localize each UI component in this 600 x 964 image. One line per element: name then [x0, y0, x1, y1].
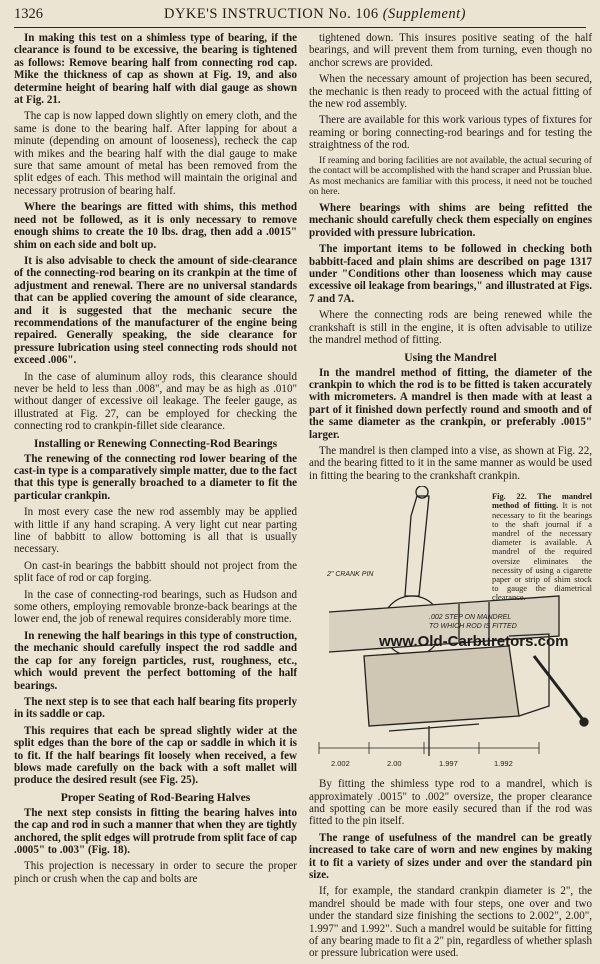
paragraph: The next step consists in fitting the bearing halves into the cap and rod in such a manner that when they are tightly anchored, the split edges will protrude from split face of cap .0005" to .003" (Fig. 18). — [14, 806, 297, 856]
size-label: 2.002 — [331, 759, 350, 769]
paragraph: This requires that each be spread slightly wider at the split edges than the bore of the cap or saddle in which it is to fit. If the half bearings fit loosely when received, a few blows made carefully on the back with a soft mallet will produce the desired result (see Fig. 25). — [14, 724, 297, 787]
paragraph: There are available for this work various types of fixtures for reaming or boring connecting-rod bearings and for testing the straightness of the rod. — [309, 114, 592, 152]
paragraph: By fitting the shimless type rod to a mandrel, which is approximately .0015" to .002" oversize, the proper clearance and spotting can be more easily secured than if the rod was fitted to the pin itself. — [309, 778, 592, 828]
section-heading: Proper Seating of Rod-Bearing Halves — [60, 790, 251, 804]
label-step-1: .002 STEP ON MANDREL — [429, 614, 512, 622]
paragraph: This projection is necessary in order to secure the proper pinch or crush when the cap and bolts are — [14, 860, 297, 885]
paragraph: The important items to be followed in checking both babbitt-faced and plain shims are described on page 1317 under "Conditions other than looseness which may cause excessive oil leakage from bearings," and illustrated at Figs. 7 and 7A. — [309, 243, 592, 305]
paragraph: The next step is to see that each half bearing fits properly in its saddle or cap. — [14, 695, 297, 721]
size-label: 1.997 — [439, 759, 458, 769]
paragraph: In making this test on a shimless type of bearing, if the clearance is found to be excessive, the bearing is tightened as follows: Remove bearing half from connecting rod cap. Mike the thickness of cap as shown at Fig. 19, and also determine height of bearing half with dial gauge as shown at Fig. 21. — [14, 32, 297, 107]
page-header — [14, 5, 586, 28]
watermark: www.Old-Carburetors.com — [379, 633, 569, 651]
caption-title: Fig. 22. The mandrel method of fitting. — [492, 492, 592, 511]
paragraph: The mandrel is then clamped into a vise, as shown at Fig. 22, and the bearing fitted to it in the same manner as would be used in fitting the bearing to the crankshaft crankpin. — [309, 444, 592, 482]
figure-caption — [492, 492, 592, 602]
paragraph: In renewing the half bearings in this type of construction, the mechanic should carefully inspect the rod saddle and the cap for any foreign particles, rust, roughness, etc., which would prevent the perfect bottoming of the half bearings. — [14, 629, 297, 692]
page-number: 1326 — [14, 6, 43, 22]
right-column — [309, 32, 592, 964]
paragraph: It is also advisable to check the amount of side-clearance of the connecting-rod bearing on its crankpin at the time of adjustment and renewal. There are no universal standards that can be applied covering the amount of side clearance, and it is suggested that the mechanic secure the recommendations of the manufacturer of the engine being repaired. Generally speaking, the side clearance for pressure lubrication using steel connecting rods should not exceed .006". — [14, 254, 297, 367]
paragraph: On cast-in bearings the babbitt should not project from the split face of rod or cap forging. — [14, 559, 297, 585]
label-crank-pin: 2" CRANK PIN — [327, 571, 374, 579]
connecting-rod — [405, 496, 429, 596]
size-label: 1.992 — [494, 759, 513, 769]
paragraph: The cap is now lapped down slightly on emery cloth, and the same is done to the bearing half. After lapping for about a minute (depending on amount of looseness), recheck the cap with mikes and the bearing half with the dial gauge to make sure that same amount of metal has been removed from the split edges of each. This method will maintain the original and necessary protrusion of bearing half. — [14, 110, 297, 197]
paragraph: In most every case the new rod assembly may be applied with little if any hand scraping. A very light cut near parting line of babbitt to allow bottoming is all that is usually necessary. — [14, 506, 297, 556]
caption-text: It is not necessary to fit the bearings to the shaft journal if a mandrel of the necessary diameter is available. A mandrel of the required oversize eliminates the necessity of using a cigarette paper or strip of shim stock to gauge the diametrical clearance. — [492, 501, 593, 603]
paragraph: Where bearings with shims are being refitted the mechanic should carefully check them especially on engines provided with pressure lubrication. — [309, 202, 592, 239]
paragraph: Where the connecting rods are being renewed while the crankshaft is still in the engine, it is often advisable to utilize the mandrel method of fitting. — [309, 309, 592, 347]
title-supplement: (Supplement) — [382, 6, 467, 22]
paragraph: If, for example, the standard crankpin diameter is 2", the mandrel should be made with four steps, one over and two under the standard size finishing the sections to 2.002", 2.00", 1.997" and 1.992". Such a mandrel would be suitable for fitting of any bearing made to fit a 2" pin, regardless of whether splash or pressure lubrication were used. — [309, 885, 592, 960]
paragraph: In the case of connecting-rod bearings, such as Hudson and some others, employing removable bronze-back bearings at the lower end, the job of renewal requires considerably more time. — [14, 588, 297, 626]
paragraph: Where the bearings are fitted with shims, this method need not be followed, as it is only necessary to remove enough shims to create the 10 lbs. drag, then add a .0015" shim on each side and bolt up. — [14, 201, 297, 251]
section-heading: Using the Mandrel — [404, 350, 497, 364]
paragraph: When the necessary amount of projection has been secured, the mechanic is then ready to proceed with the actual fitting of the new rod assembly. — [309, 73, 592, 111]
section-heading: Installing or Renewing Connecting-Rod Bearings — [33, 436, 278, 450]
paragraph: In the mandrel method of fitting, the diameter of the crankpin to which the rod is to be fitted is taken accurately with micrometers. A mandrel is then made with at least a part of it finished down perfectly round and smooth and of the same diameter as the crankpin, or preferably .0015" larger. — [309, 366, 592, 441]
paragraph: In the case of aluminum alloy rods, this clearance should never be held to less than .008", and may be as high as .010" without danger of excessive oil leakage. The feeler gauge, as illustrated at Fig. 27, can be employed for checking the connecting rod to crankpin-fillet side clearance. — [14, 370, 297, 433]
vise-body — [364, 646, 519, 726]
paragraph-small: If reaming and boring facilities are not available, the actual securing of the contact will be accomplished with the hand scraper and Prussian blue. As most mechanics are familiar with this process, it need not be touched on here. — [309, 154, 592, 198]
running-title — [14, 6, 586, 23]
size-label: 2.00 — [387, 759, 402, 769]
left-column — [14, 32, 297, 889]
paragraph: The range of usefulness of the mandrel can be greatly increased to take care of worn and new engines by making it to fit a variety of sizes under and over the standard pin size. — [309, 831, 592, 881]
figure-22 — [309, 486, 592, 772]
title-text: DYKE'S INSTRUCTION No. 106 — [163, 6, 379, 22]
paragraph: tightened down. This insures positive seating of the half bearings, and will prevent them from turning, even though no anchor screws are provided. — [309, 32, 592, 69]
label-step-2: TO WHICH ROD IS FITTED — [429, 623, 517, 631]
paragraph: The renewing of the connecting rod lower bearing of the cast-in type is a comparatively simple matter, due to the fact that this type is generally broached to a diameter to fit the particular crankpin. — [14, 452, 297, 502]
